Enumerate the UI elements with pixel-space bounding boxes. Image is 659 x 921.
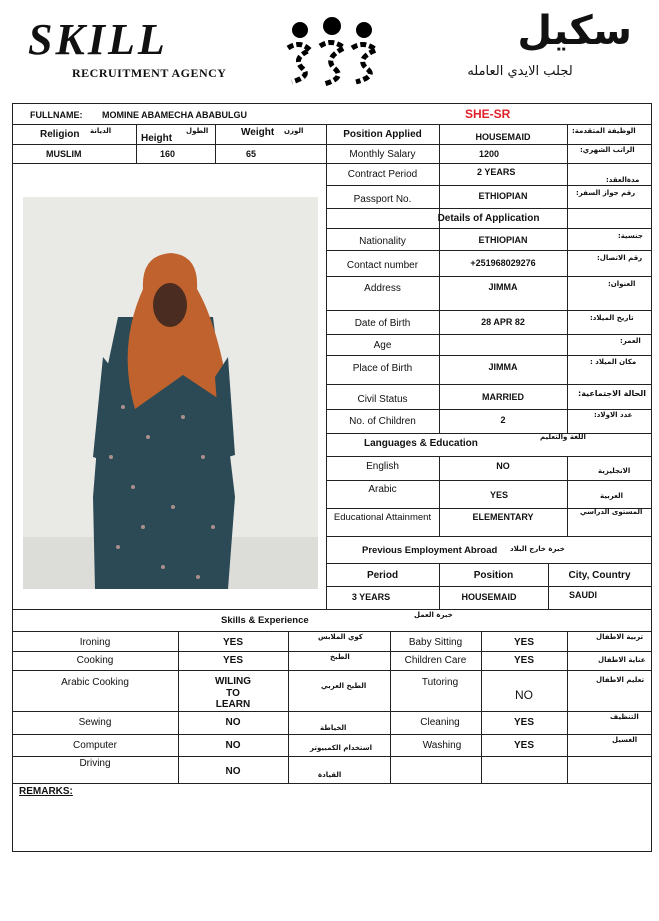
contract-value: 2 YEARS bbox=[477, 167, 516, 177]
skill-ironing-label: Ironing bbox=[79, 637, 111, 648]
height-label: Height bbox=[141, 133, 173, 144]
applicant-photo bbox=[23, 197, 318, 589]
children-value: 2 bbox=[500, 415, 506, 425]
contact-arabic: رقم الاتصال: bbox=[597, 254, 643, 262]
religion-value: MUSLIM bbox=[46, 149, 82, 159]
passport-value: ETHIOPIAN bbox=[478, 191, 528, 201]
skill-washing-value: YES bbox=[513, 740, 534, 751]
skill-computer-value: NO bbox=[225, 740, 241, 751]
weight-arabic: الوزن bbox=[284, 127, 304, 135]
skill-ironing-value: YES bbox=[222, 637, 243, 648]
salary-arabic: الراتب الشهري: bbox=[580, 146, 635, 154]
skill-arabic-cooking-label: Arabic Cooking bbox=[61, 677, 129, 688]
skills-arabic: خبرة العمل bbox=[414, 611, 453, 619]
reference-code: SHE-SR bbox=[465, 107, 511, 121]
logo-subtitle: RECRUITMENT AGENCY bbox=[72, 66, 227, 80]
employment-heading: Previous Employment Abroad bbox=[362, 545, 498, 556]
skill-sewing-value: NO bbox=[225, 717, 241, 728]
skill-baby-sitting-arabic: تربية الاطفال bbox=[596, 633, 644, 641]
logo-people-icon bbox=[280, 14, 384, 88]
skill-sewing-arabic: الخياطة bbox=[320, 724, 347, 732]
employment-col-position: Position bbox=[473, 570, 514, 581]
english-arabic: الانجليزية bbox=[598, 467, 631, 475]
contact-value: +251968029276 bbox=[470, 258, 536, 268]
arabic-arabic: العربية bbox=[600, 492, 624, 500]
religion-label: Religion bbox=[40, 129, 80, 140]
employment-col-country: City, Country bbox=[568, 570, 631, 581]
contract-arabic: مدةالعقد: bbox=[606, 176, 640, 184]
skill-computer-arabic: استخدام الكمبيوتر bbox=[310, 744, 373, 752]
weight-label: Weight bbox=[241, 127, 275, 138]
education-arabic: المستوى الدراسي bbox=[580, 508, 643, 516]
nationality-arabic: جنسية: bbox=[618, 232, 643, 240]
dob-arabic: تاريخ الميلاد: bbox=[590, 314, 634, 322]
civil-status-value: MARRIED bbox=[482, 392, 524, 402]
weight-value: 65 bbox=[246, 149, 257, 159]
fullname-value: MOMINE ABAMECHA ABABULGU bbox=[102, 110, 247, 120]
skill-computer-label: Computer bbox=[73, 740, 117, 751]
children-arabic: عدد الاولاد: bbox=[594, 411, 633, 419]
address-value: JIMMA bbox=[488, 282, 518, 292]
contact-label: Contact number bbox=[346, 260, 419, 271]
languages-arabic: اللغة والتعليم bbox=[540, 433, 586, 441]
logo-text: SKILL bbox=[28, 15, 168, 64]
application-heading: Details of Application bbox=[437, 213, 540, 224]
position-value: HOUSEMAID bbox=[475, 132, 531, 142]
age-label: Age bbox=[373, 340, 392, 351]
skill-cooking-label: Cooking bbox=[76, 655, 114, 666]
skill-tutoring-arabic: تعليم الاطفال bbox=[596, 676, 645, 684]
skill-washing-label: Washing bbox=[422, 740, 462, 751]
employment-position: HOUSEMAID bbox=[461, 592, 517, 602]
education-label: Educational Attainment bbox=[333, 512, 432, 523]
nationality-label: Nationality bbox=[359, 236, 406, 247]
address-arabic: العنوان: bbox=[608, 280, 636, 288]
skill-children-care-value: YES bbox=[513, 655, 534, 666]
height-value: 160 bbox=[160, 149, 176, 159]
languages-heading: Languages & Education bbox=[364, 438, 478, 449]
skill-cooking-value: YES bbox=[222, 655, 243, 666]
skill-tutoring-label: Tutoring bbox=[421, 677, 459, 688]
logo-arabic: سكيل bbox=[517, 8, 632, 54]
skill-children-care-arabic: عناية الاطفال bbox=[598, 656, 646, 664]
employment-col-period: Period bbox=[366, 570, 399, 581]
salary-label: Monthly Salary bbox=[349, 149, 416, 160]
dob-label: Date of Birth bbox=[354, 318, 411, 329]
fullname-label: FULLNAME: bbox=[30, 110, 83, 120]
skill-arabic-cooking-value: WILING TO LEARN bbox=[214, 676, 252, 710]
skill-cleaning-label: Cleaning bbox=[420, 717, 460, 728]
passport-arabic: رقم جواز السفر: bbox=[576, 189, 636, 197]
skill-tutoring-value: NO bbox=[515, 688, 533, 702]
address-label: Address bbox=[364, 283, 401, 294]
logo-arabic-subtitle: لجلب الايدي العامله bbox=[467, 64, 573, 79]
english-label: English bbox=[366, 461, 399, 472]
religion-arabic: الديانة bbox=[90, 127, 112, 135]
nationality-value: ETHIOPIAN bbox=[478, 235, 528, 245]
skill-baby-sitting-value: YES bbox=[513, 637, 534, 648]
employment-country: SAUDI bbox=[568, 590, 597, 600]
dob-value: 28 APR 82 bbox=[481, 317, 525, 327]
skills-heading: Skills & Experience bbox=[221, 615, 309, 626]
position-arabic: الوظيفة المتقدمة: bbox=[572, 127, 636, 135]
salary-value: 1200 bbox=[479, 149, 500, 159]
height-arabic: الطول bbox=[186, 127, 209, 135]
pob-value: JIMMA bbox=[488, 362, 518, 372]
arabic-label: Arabic bbox=[368, 484, 397, 495]
skill-ironing-arabic: كوي الملابس bbox=[318, 633, 363, 641]
arabic-value: YES bbox=[489, 490, 508, 500]
skill-cleaning-value: YES bbox=[513, 717, 534, 728]
skill-baby-sitting-label: Baby Sitting bbox=[408, 637, 463, 648]
pob-arabic: مكان الميلاد : bbox=[590, 358, 637, 366]
civil-status-arabic: الحالة الاجتماعية: bbox=[578, 389, 647, 398]
civil-status-label: Civil Status bbox=[357, 394, 408, 405]
skill-cleaning-arabic: التنظيف bbox=[610, 713, 639, 721]
education-value: ELEMENTARY bbox=[472, 512, 534, 522]
skill-driving-arabic: القيادة bbox=[318, 771, 342, 779]
english-value: NO bbox=[496, 461, 510, 471]
pob-label: Place of Birth bbox=[352, 363, 413, 374]
age-arabic: العمر: bbox=[620, 337, 641, 345]
skill-sewing-label: Sewing bbox=[78, 717, 112, 728]
skill-driving-value: NO bbox=[225, 766, 241, 777]
employment-arabic: خبرة خارج البلاد bbox=[510, 545, 565, 553]
skill-washing-arabic: الغسيل bbox=[612, 736, 638, 744]
position-label: Position Applied bbox=[343, 129, 422, 140]
skill-cooking-arabic: الطبخ bbox=[330, 653, 350, 661]
skill-driving-label: Driving bbox=[79, 758, 111, 769]
children-label: No. of Children bbox=[349, 416, 416, 427]
employment-period: 3 YEARS bbox=[351, 592, 391, 602]
contract-label: Contract Period bbox=[347, 169, 418, 180]
skill-children-care-label: Children Care bbox=[404, 655, 467, 666]
skill-arabic-cooking-arabic: الطبخ العربي bbox=[321, 682, 367, 690]
passport-label: Passport No. bbox=[353, 194, 412, 205]
remarks-label: REMARKS: bbox=[19, 786, 73, 797]
